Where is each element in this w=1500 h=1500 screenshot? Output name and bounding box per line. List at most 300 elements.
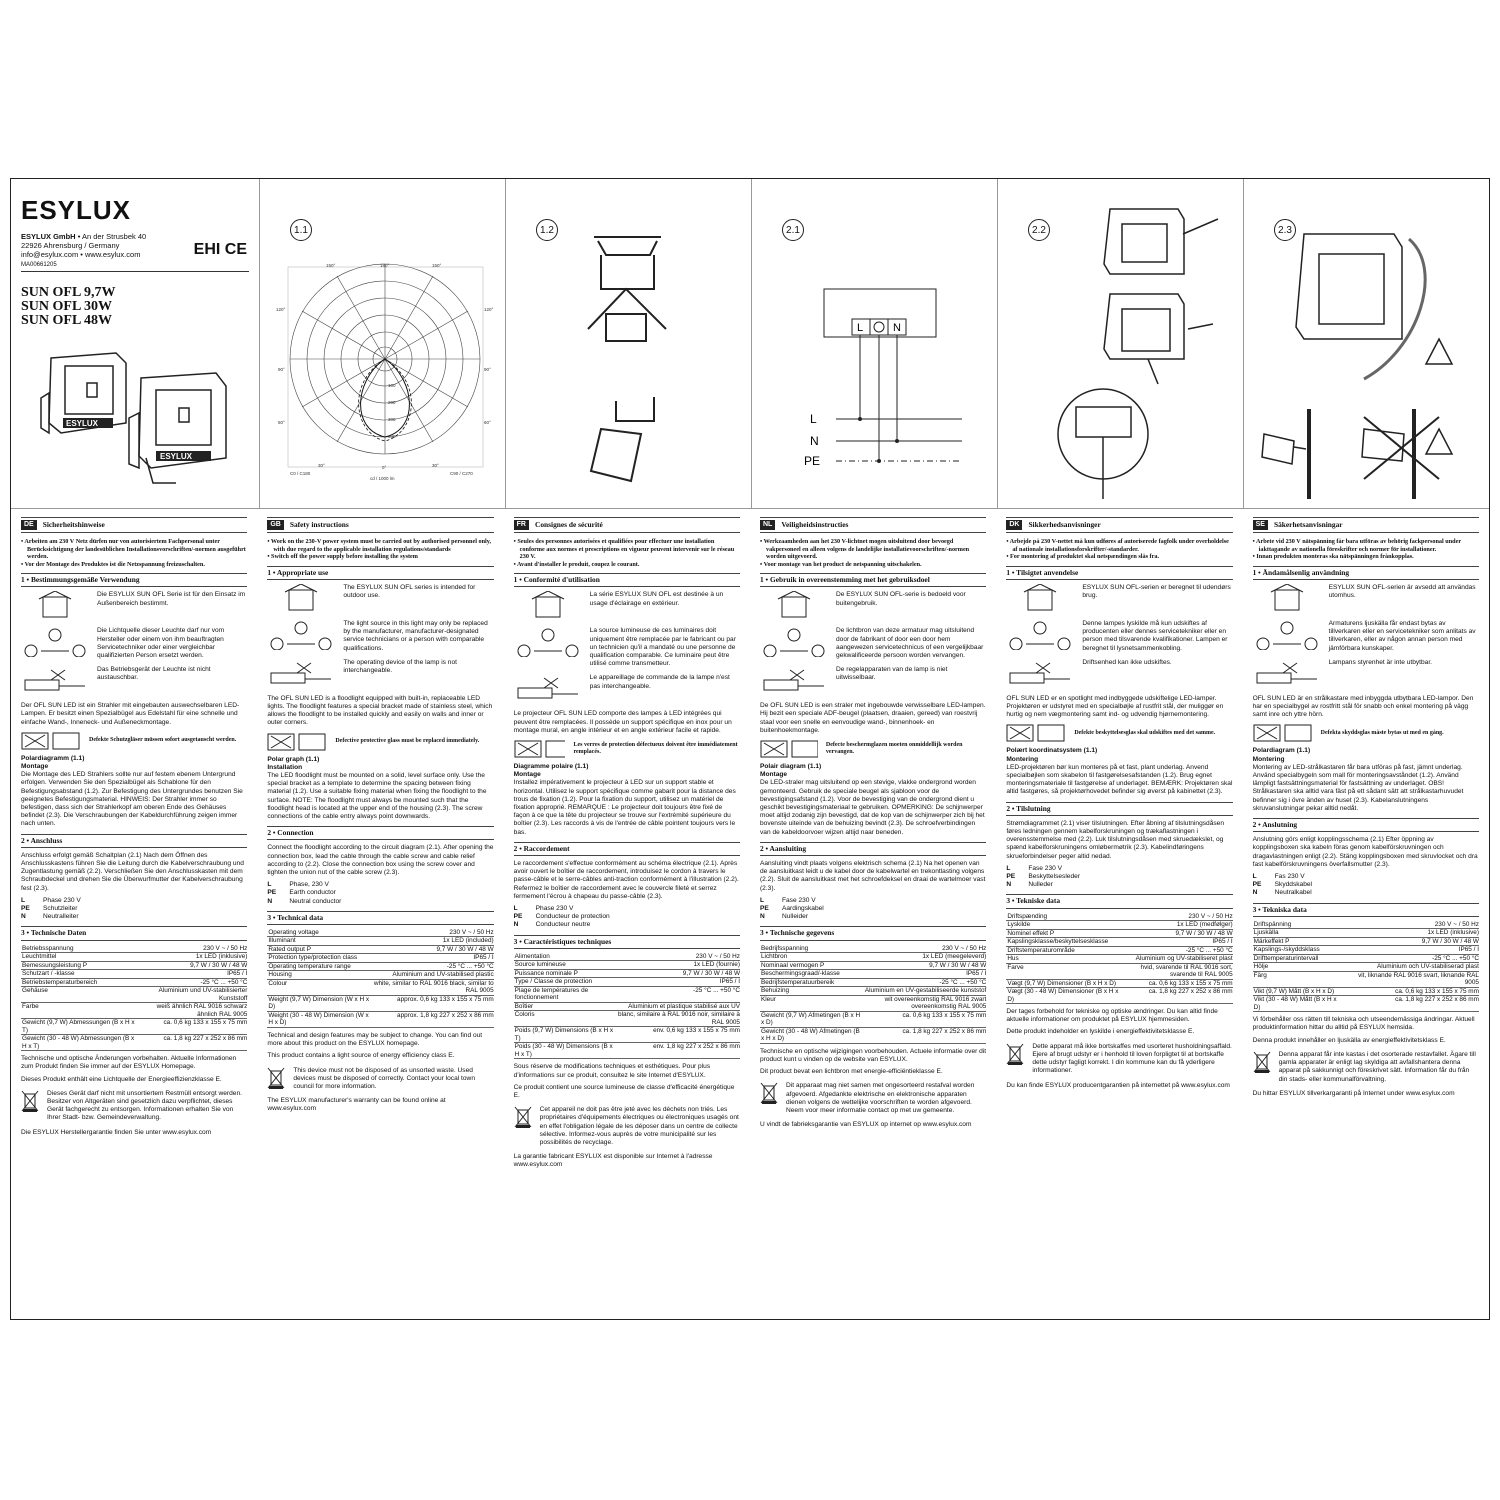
tech-row <box>760 1011 986 1027</box>
tech-table <box>1006 913 1232 1005</box>
conductor-code: PE <box>513 913 523 921</box>
light-source-row <box>1006 620 1232 653</box>
tech-row <box>514 1011 740 1027</box>
safety-item: • Innan produkten monteras ska nätspänningen frånkopplas. <box>1252 553 1414 561</box>
tech-label: Rated output P <box>267 945 370 954</box>
language-column-de <box>11 511 257 1319</box>
tech-row <box>1006 938 1232 947</box>
glass-warning <box>760 739 986 759</box>
tech-value: Aluminium en UV-gestabiliseerde kunststof <box>864 987 987 995</box>
tech-label: Behuizing <box>760 987 863 996</box>
conductor-list <box>21 897 247 922</box>
changes-text: Sous réserve de modifications techniques et esthétiques. Pour plus d'informations sur ce produit, consultez le site Internet d'ESYLUX. <box>513 1063 711 1079</box>
language-column-fr <box>504 511 750 1319</box>
tech-label: Gewicht (30 - 48 W) Afmetingen (B x H x D) <box>760 1027 863 1043</box>
conductor-code: N <box>513 921 519 929</box>
tech-value: 230 V ~ / 50 Hz <box>616 953 740 961</box>
mounting-label: Montage <box>513 771 541 779</box>
figure-1-1-polar <box>259 179 505 508</box>
gear-row <box>1253 659 1479 689</box>
tech-value: 9,7 W / 30 W / 48 W <box>136 961 247 970</box>
tech-row <box>1006 979 1232 988</box>
safety-header <box>760 517 986 533</box>
conductor-list <box>1253 873 1479 898</box>
mounting-options-illustration <box>506 179 754 507</box>
tech-label: Driftspænding <box>1006 913 1120 921</box>
conductor-row <box>514 921 740 929</box>
tech-row <box>267 971 493 980</box>
tech-label: Ljuskälla <box>1253 929 1345 938</box>
section-connection-title: 2 • Anschluss <box>21 834 247 848</box>
tech-value: env. 0,6 kg 133 x 155 x 75 mm <box>616 1027 740 1043</box>
outdoor-use-row <box>1006 584 1232 614</box>
tech-row <box>514 986 740 1002</box>
section-tech-title: 3 • Caractéristiques techniques <box>514 935 740 949</box>
angle-30-right: 30° <box>432 463 439 468</box>
use-text: La série ESYLUX SUN OFL est destinée à un usage d'éclairage en extérieur. <box>589 591 724 607</box>
tech-value: IP65 / I <box>1344 946 1479 955</box>
tech-label: Färg <box>1253 971 1345 987</box>
description: De OFL SUN LED is een straler met ingebouwde verwisselbare LED-lampen. Hij bezit een speciale ADF-beugel (plaatsen, draaien, gereed) van roestvrij staal voor een snelle en eenvoudige wand-, binnenhoek- en buitenhoekmontage. <box>759 702 986 734</box>
tech-row <box>267 929 493 937</box>
connection-text: Anslutning görs enligt kopplingsschema (2.1) Efter öppning av kopplingsboxen ska kabeln föras genom kabelförskruvningen och dragavlastningen enligt (2.2). Stäng kopplingsboxen med skruvlocket och dra fast kabelförskruvningens överfallsmutter (2.3). <box>1252 836 1478 868</box>
figure-number: 2.3 <box>1274 219 1296 241</box>
connection-text: Strømdiagrammet (2.1) viser tilslutningen. Efter åbning af tilslutningsdåsen føres ledningen gennem kabelforskruningen og trækaflastningen i overensstemmelse med (2.2). Luk tilslutningsdåsen med skruedækslet, og spænd kabelforskruningens omløbermøtrik (2.3). Kabelindføringens skrueforbindelser peger altid nedad. <box>1006 819 1225 860</box>
tech-label: Leuchtmittel <box>21 953 136 962</box>
section-connection-title: 2 • Tilslutning <box>1006 802 1232 816</box>
language-column-se <box>1243 511 1489 1319</box>
outdoor-use-row <box>760 591 986 621</box>
tech-value: 230 V ~ / 50 Hz <box>863 945 986 953</box>
conductor-code: N <box>21 913 26 921</box>
light-source-row <box>514 627 740 668</box>
safety-item: • Seules des personnes autorisées et qualifiées pour effectuer une installation conforme aux normes et prescriptions en vigueur peuvent intervenir sur le réseau 230 V. <box>513 538 735 561</box>
tech-value: ca. 0,6 kg 133 x 155 x 75 mm <box>1120 979 1233 988</box>
section-use-title: 1 • Conformité d'utilisation <box>514 573 740 587</box>
mounting-label: Montage <box>759 771 788 779</box>
language-code: GB <box>267 520 284 530</box>
broken-glass-icon <box>1253 723 1313 743</box>
conductor-code: PE <box>1006 872 1016 880</box>
certification-marks: EHI CE <box>193 241 247 258</box>
tech-row <box>1253 946 1479 955</box>
tick-400: 400 <box>388 434 396 439</box>
polar-label: Polardiagramm (1.1) <box>21 754 85 762</box>
led-replace-icon <box>267 620 335 650</box>
conductor-desc: Nulleider <box>781 913 809 921</box>
description: The OFL SUN LED is a floodlight equipped with built-in, replaceable LED lights. The floodlight features a special bracket made of stainless steel, which allows the floodlight to be installed quickly and easily on walls and inner or outer corners. <box>267 694 493 727</box>
energy-text: Ce produit contient une source lumineuse de classe d'efficacité énergétique E. <box>513 1083 735 1099</box>
safety-item: • Arbete vid 230 V nätspänning får bara utföras av behörig fackpersonal under iakttagande av nationella föreskrifter och normer för installationer. <box>1252 538 1461 553</box>
tech-row <box>21 978 247 987</box>
tech-table <box>760 945 986 1044</box>
conductor-desc: Beskyttelsesleder <box>1028 872 1080 880</box>
safety-item: • Werkzaamheden aan het 230 V-lichtnet mogen uitsluitend door bevoegd vakpersoneel en alleen volgens de landelijke installatievoorschriften/-normen worden uitgevoerd. <box>759 538 970 561</box>
model-2: SUN OFL 30W <box>21 299 113 314</box>
use-text: De ESYLUX SUN OFL-serie is bedoeld voor buitengebruik. <box>835 591 966 607</box>
conductor-row <box>21 905 247 913</box>
tech-value: IP65 / I <box>1120 938 1233 947</box>
conductor-desc: Phase 230 V <box>535 905 574 913</box>
section-connection-title: 2 • Aansluiting <box>760 842 986 856</box>
conductor-desc: Phase, 230 V <box>289 881 329 889</box>
tech-row <box>760 945 986 953</box>
conductor-code: N <box>1006 881 1012 889</box>
tech-label: Poids (9,7 W) Dimensions (B x H x T) <box>514 1027 616 1043</box>
section-connection-title: 2 • Anslutning <box>1253 818 1479 832</box>
tech-label: Poids (30 - 48 W) Dimensions (B x H x T) <box>514 1043 616 1059</box>
conductor-row <box>267 889 493 897</box>
tech-label: Puissance nominale P <box>514 969 616 978</box>
tech-value: ca. 1,8 kg 227 x 252 x 86 mm <box>1344 996 1479 1012</box>
safety-header <box>514 517 740 533</box>
tech-value: -25 °C ... +50 °C <box>616 986 740 1002</box>
house-icon <box>1253 584 1321 614</box>
outdoor-use-row <box>267 584 493 614</box>
conductor-row <box>21 897 247 905</box>
language-column-nl <box>750 511 996 1319</box>
polar-label: Polair diagram (1.1) <box>759 763 822 771</box>
angle-60-right: 60° <box>484 420 491 425</box>
tech-label: Colour <box>267 979 370 995</box>
instruction-sheet <box>10 178 1490 1320</box>
conductor-code: PE <box>21 905 30 913</box>
light-source-row <box>1253 620 1479 653</box>
tech-row <box>1006 929 1232 938</box>
model-list <box>21 286 249 328</box>
safety-item: • Work on the 230-V power system must be carried out by authorised personnel only, with due regard to the applicable installation regulations/standards <box>267 538 492 553</box>
section-use-title: 1 • Gebruik in overeenstemming met het gebruiksdoel <box>760 573 986 587</box>
mounting-text: Die Montage des LED Strahlers sollte nur auf festem ebenem Untergrund erfolgen. Verwenden Sie den Spezialbügel als Schablone für den Befestigungsabstand (1.2). Zur Befestigung des Untergrundes benutzen Sie geeignetes Befestigungsmaterial. HINWEIS: Der Strahler immer so befestigen, dass sich der Strahlerkopf am oberen Ende des Gehäuses befindet (2.3). Die Verschraubungen der Kabeldurchführung zeigen immer nach unten. <box>21 771 243 828</box>
driver-not-replaceable-icon <box>1006 659 1074 689</box>
weee-text: Denna apparat får inte kastas i det osorterade restavfallet. Ägare till gamla apparater är enligt lag skyldiga att avfallshantera denna apparat på sakkunnigt och föreskrivet sätt. Information får du från din stads- eller kommunalförvaltning. <box>1278 1050 1476 1083</box>
tech-row <box>514 1002 740 1011</box>
mounting-text: De LED-straler mag uitsluitend op een stevige, vlakke ondergrond worden gemonteerd. Gebruik de speciale beugel als sjabloon voor de bevestigingsafstand (1.2). Voor de bevestiging van de ondergrond dient u geschikt bevestigingsmateriaal te gebruiken. OPMERKING: De schijnwerper moet altijd zodanig zijn bevestigd, dat de kop van de schijnwerper zich bij het bovenste uiteinde van de behuizing bevindt (2.3). De schroefverbindingen van de kabeldoorvoer wijzen altijd naar beneden. <box>759 779 985 836</box>
tech-table <box>21 945 247 1052</box>
product-label-1: ESYLUX <box>66 419 99 428</box>
weee-text: This device must not be disposed of as unsorted waste. Used devices must be disposed of correctly. Contact your local town council for more information. <box>293 1066 475 1090</box>
use-text: ESYLUX SUN OFL-serien er beregnet til udendørs brug. <box>1082 583 1231 600</box>
tech-value: ca. 1,8 kg 227 x 252 x 86 mm <box>136 1035 247 1051</box>
company-name: ESYLUX GmbH <box>21 232 76 241</box>
house-icon <box>514 591 582 621</box>
tech-label: Drifttemperaturintervall <box>1253 954 1345 963</box>
figure-2-2-connection <box>997 179 1243 508</box>
tech-row <box>760 970 986 979</box>
conductor-code: PE <box>1252 881 1262 889</box>
safety-item: • Arbejde på 230 V-nettet må kun udføres af autoriserede fagfolk under overholdelse af nationale installationsforskrifter/-standarder. <box>1006 538 1229 553</box>
driver-not-replaceable-icon <box>267 659 335 689</box>
tech-label: Kapslings-/skyddsklass <box>1253 946 1345 955</box>
figure-number: 1.2 <box>536 219 558 241</box>
connection-text: Connect the floodlight according to the circuit diagram (2.1). After opening the connection box, lead the cable through the cable screw and cable relief according to (2.2). Close the connection box using the screw cover and tighten the union nut of the cable screw (2.3). <box>267 844 494 876</box>
tech-value: env. 1,8 kg 227 x 252 x 86 mm <box>616 1043 740 1059</box>
product-image <box>21 338 249 488</box>
conductor-row <box>1253 881 1479 889</box>
gear-row <box>21 666 247 696</box>
tech-label: Farve <box>1006 963 1120 979</box>
safety-list <box>21 538 247 568</box>
tech-row <box>1253 954 1479 963</box>
tick-200: 200 <box>388 400 396 405</box>
tech-row <box>21 961 247 970</box>
language-column-dk <box>996 511 1242 1319</box>
weee-text: Dette apparat må ikke bortskaffes med usorteret husholdningsaffald. Ejere af brugt udstyr er i henhold til loven forpligtet til at bortskaffe dette udstyr fagligt korrekt. I din kommune kan du få yderligere informationer. <box>1032 1042 1232 1075</box>
conductor-code: L <box>759 896 765 904</box>
line-l: L <box>810 412 817 426</box>
gear-text: Das Betriebsgerät der Leuchte ist nicht austauschbar. <box>97 666 211 682</box>
conductor-desc: Nulleder <box>1028 881 1053 889</box>
safety-list <box>267 538 493 561</box>
glass-warning <box>1006 723 1232 743</box>
conductor-code: PE <box>267 889 277 897</box>
energy-text: Dieses Produkt enthält eine Lichtquelle der Energieeffizienzklasse E. <box>21 1075 222 1083</box>
angle-90-left: 90° <box>278 367 285 372</box>
figure-number: 2.2 <box>1028 219 1050 241</box>
polar-diagram <box>260 179 508 507</box>
connection-box-illustration <box>998 179 1246 507</box>
section-use-title: 1 • Tilsigtet anvendelse <box>1006 566 1232 580</box>
safety-title: Sicherheitshinweise <box>42 520 105 529</box>
tech-row <box>760 978 986 987</box>
tech-value: ca. 0,6 kg 133 x 155 x 75 mm <box>136 1019 247 1035</box>
tech-row <box>1006 963 1232 979</box>
tech-label: Operating voltage <box>267 929 370 937</box>
tech-body <box>760 945 986 1044</box>
figure-2-1-wiring <box>751 179 997 508</box>
tech-value: blanc, similaire à RAL 9016 noir, similaire à RAL 9005 <box>616 1011 740 1027</box>
crossed-bin-icon <box>514 1106 532 1128</box>
language-code: DE <box>21 520 37 530</box>
tech-value: 9,7 W / 30 W / 48 W <box>616 969 740 978</box>
tech-label: Vikt (9,7 W) Mått (B x H x D) <box>1253 987 1345 996</box>
tech-row <box>760 995 986 1011</box>
use-text: Die ESYLUX SUN OFL Serie ist für den Einsatz im Außenbereich bestimmt. <box>97 591 246 607</box>
connection-text: Le raccordement s'effectue conformément au schéma électrique (2.1). Après avoir ouvert le boîtier de raccordement, introduisez le cordon à travers le passe-câble et le serre-câbles anti-traction conformément à l'illustration (2.2). Refermez le boîtier de raccordement avec le couvercle fileté et serrez fermement l'écrou à chapeau du passe-câble (2.3). <box>513 860 739 900</box>
tech-value: -25 °C ... +50 °C <box>1120 946 1233 955</box>
energy-text: Denna produkt innehåller en ljuskälla av energieffektivitetsklass E. <box>1252 1036 1446 1044</box>
tech-label: Hus <box>1006 955 1120 964</box>
weee-row <box>760 1082 986 1115</box>
tech-label: Weight (30 - 48 W) Dimension (W x H x D) <box>268 1011 369 1027</box>
glass-warning-text: Defekte Schutzgläser müssen sofort ausgetauscht werden. <box>89 737 237 744</box>
tech-value: 9,7 W / 30 W / 48 W <box>1120 929 1233 938</box>
crossed-bin-icon <box>21 1090 39 1112</box>
tech-value: ca. 1,8 kg 227 x 252 x 86 mm <box>863 1027 986 1043</box>
tech-table <box>1253 921 1479 1013</box>
tech-label: Märkeffekt P <box>1253 937 1345 946</box>
tech-value: 1x LED (included) <box>371 937 494 946</box>
connection-text: Anschluss erfolgt gemäß Schaltplan (2.1) Nach dem Öffnen des Anschlusskastens führen Sie die Leitung durch die Kabelverschraubung und Zugentlastung gemäß (2.2). Verschließen Sie den Anschlusskasten mit dem Schraubdeckel und drehen Sie die Überwurfmutter der Kabelverschraubung fest (2.3). <box>21 851 244 892</box>
light-source-text: Denne lampes lyskilde må kun udskiftes af producenten eller dennes servicetekniker eller en person med tilsvarende kvalifikationer. Lampen er beregnet til lysnetsammenkobling. <box>1082 619 1228 652</box>
conductor-row <box>1006 865 1232 873</box>
outdoor-use-row <box>21 591 247 621</box>
tech-label: Vægt (9,7 W) Dimensioner (B x H x D) <box>1006 979 1120 988</box>
broken-glass-icon <box>514 739 566 759</box>
tech-row <box>1253 963 1479 972</box>
tech-row <box>514 969 740 978</box>
section-connection-title: 2 • Connection <box>267 826 493 840</box>
figure-number: 1.1 <box>290 219 312 241</box>
warranty-text: The ESYLUX manufacturer's warranty can be found online at www.esylux.com <box>267 1097 446 1113</box>
tech-label: Nominaal vermogen P <box>760 961 863 970</box>
tech-label: Driftstemperaturområde <box>1006 946 1120 955</box>
changes-text: Technical and design features may be subject to change. You can find out more about this product on the ESYLUX homepage. <box>267 1031 483 1048</box>
safety-item: • Arbeiten am 230 V Netz dürfen nur von autorisiertem Fachpersonal unter Berücksichtigung der landesüblichen Installationsvorschriften/-normen ausgeführt werden. <box>21 538 246 561</box>
angle-90-right: 90° <box>484 367 491 372</box>
safety-title: Veiligheidsinstructies <box>781 520 849 529</box>
conductor-row <box>760 905 986 913</box>
section-tech-title: 3 • Technische gegevens <box>760 926 986 940</box>
broken-glass-icon <box>21 731 81 751</box>
conductor-code: L <box>21 896 26 904</box>
contact: info@esylux.com • www.esylux.com <box>21 250 141 259</box>
glass-warning <box>1253 723 1479 743</box>
mounting-orientation-illustration <box>1244 179 1468 507</box>
description: Le projecteur OFL SUN LED comporte des lampes à LED intégrées qui peuvent être remplacées. Il possède un support spécifique en inox pour un montage mural, en angle intérieur et en angle extérieur facile et rapide. <box>513 710 732 734</box>
tech-value: -25 °C ... +50 °C <box>136 978 247 987</box>
led-replace-icon <box>514 627 582 657</box>
safety-header <box>267 517 493 533</box>
tech-body <box>1253 921 1479 1012</box>
section-tech-title: 3 • Technische Daten <box>21 926 247 940</box>
driver-not-replaceable-icon <box>760 666 828 696</box>
led-replace-icon <box>760 627 828 657</box>
changes-text: Vi förbehåller oss rätten till tekniska och utseendemässiga ändringar. Aktuell produktinformation hittar du alltid på ESYLUX hemsida. <box>1252 1016 1475 1032</box>
conductor-code: L <box>1252 872 1257 880</box>
conductor-code: L <box>1006 864 1011 872</box>
tech-row <box>1253 929 1479 938</box>
angle-120-left: 120° <box>276 307 286 312</box>
light-source-text: De lichtbron van deze armatuur mag uitsluitend door de fabrikant of door een door hem aangewezen servicetechnicus of een vergelijkbaar gekwalificeerde persoon worden vervangen. <box>835 627 984 660</box>
language-code: NL <box>760 520 775 530</box>
conductor-desc: Neutral conductor <box>289 897 342 905</box>
safety-title: Safety instructions <box>289 520 349 529</box>
tech-label: Illuminant <box>267 937 370 946</box>
tech-row <box>514 953 740 961</box>
weee-text: Dieses Gerät darf nicht mit unsortiertem Restmüll entsorgt werden. Besitzer von Altgeräten sind gesetzlich dazu verpflichtet, dieses Gerät fachgerecht zu entsorgen. Informationen erhalten Sie von Ihrer Stadt- bzw. Gemeindeverwaltung. <box>47 1089 242 1122</box>
tech-row <box>1253 937 1479 946</box>
safety-list <box>514 538 740 568</box>
safety-header <box>1006 517 1232 533</box>
conductor-code: N <box>759 913 765 921</box>
tech-label: Bedrijfstemperatuurbereik <box>760 978 863 987</box>
conductor-code: N <box>267 897 273 905</box>
tech-label: Hölje <box>1253 963 1345 972</box>
tech-label: Lichtbron <box>760 953 863 962</box>
tech-label: Protection type/protection class <box>267 954 370 963</box>
safety-item: • Avant d'installer le produit, coupez le courant. <box>513 560 640 568</box>
section-tech-title: 3 • Tekniska data <box>1253 903 1479 917</box>
mounting-label: Montering <box>1006 755 1039 763</box>
light-source-row <box>760 627 986 660</box>
conductor-desc: Schutzleiter <box>43 905 78 913</box>
figure-2-3-orientation <box>1243 179 1489 508</box>
figure-1-2-mounting <box>505 179 751 508</box>
gear-text: Driftsenhed kan ikke udskiftes. <box>1082 658 1172 666</box>
house-icon <box>1006 584 1074 614</box>
section-connection-title: 2 • Raccordement <box>514 842 740 856</box>
tech-row <box>21 1019 247 1035</box>
gear-row <box>1006 659 1232 689</box>
outdoor-use-row <box>514 591 740 621</box>
conductor-row <box>1253 889 1479 897</box>
glass-warning-text: Defekte beskyttelsesglas skal udskiftes med det samme. <box>1074 729 1216 736</box>
tech-label: Vægt (30 - 48 W) Dimensioner (B x H x D) <box>1007 988 1119 1003</box>
tech-value: 9,7 W / 30 W / 48 W <box>863 961 986 970</box>
driver-not-replaceable-icon <box>1253 659 1321 689</box>
driver-not-replaceable-icon <box>514 674 582 704</box>
unit-label: cd / 1000 lm <box>370 476 395 481</box>
safety-header <box>21 517 247 533</box>
tech-label: Housing <box>267 971 370 980</box>
conductor-row <box>1006 881 1232 889</box>
tech-value: -25 °C ... +50 °C <box>371 962 494 971</box>
gear-text: De regelapparaten van de lamp is niet uitwisselbaar. <box>835 666 948 682</box>
safety-list <box>760 538 986 568</box>
tech-value: -25 °C ... +50 °C <box>1344 954 1479 963</box>
house-icon <box>21 591 89 621</box>
conductor-list <box>267 881 493 906</box>
tech-row <box>514 1027 740 1043</box>
angle-30-left: 30° <box>318 463 325 468</box>
tech-label: Plage de températures de fonctionnement <box>514 986 616 1002</box>
tech-value: -25 °C ... +50 °C <box>863 978 986 987</box>
tech-row <box>760 953 986 962</box>
energy-text: This product contains a light source of energy efficiency class E. <box>267 1052 455 1060</box>
tech-label: Source lumineuse <box>514 961 616 970</box>
tech-row <box>267 1011 493 1027</box>
tech-label: Gewicht (9,7 W) Abmessungen (B x H x T) <box>22 1019 135 1034</box>
mounting-text: Montering av LED-strålkastaren får bara utföras på fast, jämnt underlag. Använd specialbygeln som mall för monteringsavståndet (1.2). Använd lämpligt fastsättningsmaterial för fastsättning av underlaget. OBS! Strålkastaren ska alltid vara fäst på ett sådant sätt att strålkastarhuvudet befinner sig i övre änden av huset (2.3). Kabelanslutningens skruvanslutningar pekar alltid nedåt. <box>1252 763 1464 812</box>
safety-list <box>1006 538 1232 561</box>
warranty-text: Die ESYLUX Herstellergarantie finden Sie unter www.esylux.com <box>21 1128 212 1136</box>
angle-180: 180° <box>380 263 390 268</box>
crossed-bin-icon <box>1253 1051 1271 1073</box>
weee-row <box>267 1067 493 1092</box>
outdoor-use-row <box>1253 584 1479 614</box>
tech-row <box>267 962 493 971</box>
tech-label: Bemessungsleistung P <box>21 961 136 970</box>
tech-value: Aluminium et plastique stabilisé aux UV <box>616 1002 740 1011</box>
tech-table <box>514 953 740 1060</box>
tech-row <box>267 937 493 946</box>
use-text: ESYLUX SUN OFL-serien är avsedd att användas utomhus. <box>1328 583 1476 600</box>
conductor-row <box>514 913 740 921</box>
crossed-bin-icon <box>267 1067 285 1089</box>
section-tech-title: 3 • Technical data <box>267 911 493 925</box>
description: OFL SUN LED er en spotlight med indbyggede udskiftelige LED-lamper. Projektøren er udstyret med en specialbøjle af rustfrit stål, der muliggør en hurtig og nem vægmontering samt ind- og udvendig hjørnemontering. <box>1006 694 1224 719</box>
tech-row <box>1006 988 1232 1004</box>
weee-text: Cet appareil ne doit pas être jeté avec les déchets non triés. Les propriétaires d'équipements électriques ou électroniques usagés ont en effet l'obligation légale de les déposer dans un centre de collecte sélective. Informez-vous auprès de votre municipalité sur les possibilités de recyclage. <box>539 1106 739 1147</box>
angle-150-left: 150° <box>326 263 336 268</box>
conductor-list <box>760 897 986 922</box>
conductor-desc: Fase 230 V <box>781 896 816 904</box>
warranty-text: Du hittar ESYLUX tillverkargaranti på Internet under www.esylux.com <box>1252 1089 1455 1097</box>
tech-value: 230 V ~ / 50 Hz <box>1344 921 1479 929</box>
tech-row <box>21 945 247 953</box>
tech-value: hvid, svarende til RAL 9016 sort, svarende til RAL 9005 <box>1120 963 1233 979</box>
tech-row <box>267 954 493 963</box>
tech-value: IP65 / I <box>136 970 247 979</box>
weee-row <box>1006 1043 1232 1076</box>
terminal-l: L <box>857 322 864 334</box>
floodlight-icon <box>21 338 251 488</box>
tech-value: Aluminium and UV-stabilised plastic <box>371 971 494 980</box>
tech-row <box>1006 946 1232 955</box>
warranty-text: Du kan finde ESYLUX producentgarantien på internettet på www.esylux.com <box>1006 1081 1230 1089</box>
tech-label: Alimentation <box>514 953 616 961</box>
